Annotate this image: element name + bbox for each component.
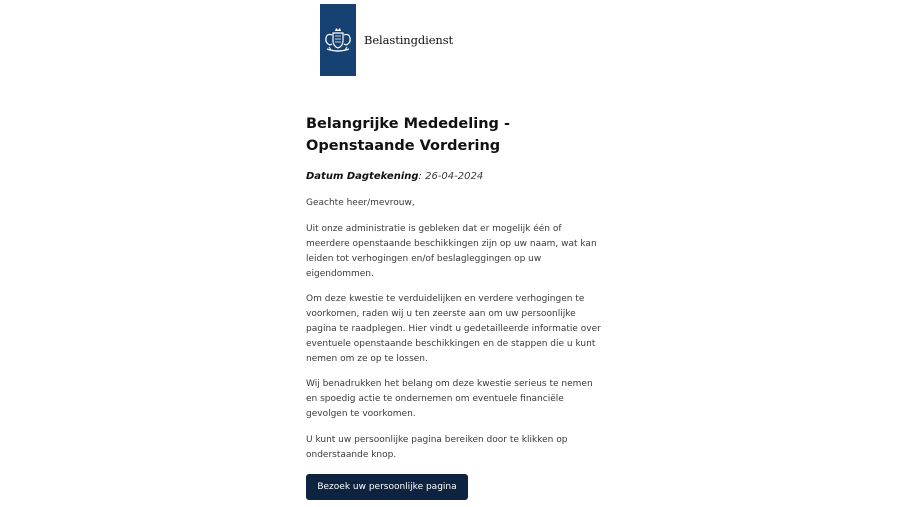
date-label: Datum Dagtekening	[306, 171, 419, 182]
paragraph-button-hint: U kunt uw persoonlijke pagina bereiken door te klikken op onderstaande knop.	[306, 435, 568, 460]
paragraph-instructions: Om deze kwestie te verduidelijken en verdere verhogingen te voorkomen, raden wij u ten zeerste aan om uw persoonlijke pagina te raadplegen. Hier vindt u gedetailleerde informatie over eventuele openstaande beschikkingen en de stappen die u kunt nemen om ze op te lossen.	[306, 294, 601, 364]
brand-logo	[320, 4, 453, 76]
logo-emblem-block	[320, 4, 356, 76]
paragraph-urgency: Wij benadrukken het belang om deze kwestie serieus te nemen en spoedig actie te ondernemen om eventuele financiële gevolgen te voorkomen.	[306, 379, 593, 419]
salutation: Geachte heer/mevrouw,	[306, 198, 415, 208]
visit-personal-page-button[interactable]: Bezoek uw persoonlijke pagina	[306, 474, 468, 500]
brand-name: Belastingdienst	[364, 33, 454, 47]
email-notice	[306, 0, 606, 507]
royal-coat-of-arms-icon	[322, 26, 354, 54]
date-value: : 26-04-2024	[418, 171, 484, 182]
paragraph-arrears: Uit onze administratie is gebleken dat er mogelijk één of meerdere openstaande beschikkingen zijn op uw naam, wat kan leiden tot verhogingen en/of beslagleggingen op uw eigendommen.	[306, 224, 597, 279]
notice-title: Belangrijke Mededeling - Openstaande Vordering	[306, 116, 510, 154]
date-line	[306, 169, 483, 184]
